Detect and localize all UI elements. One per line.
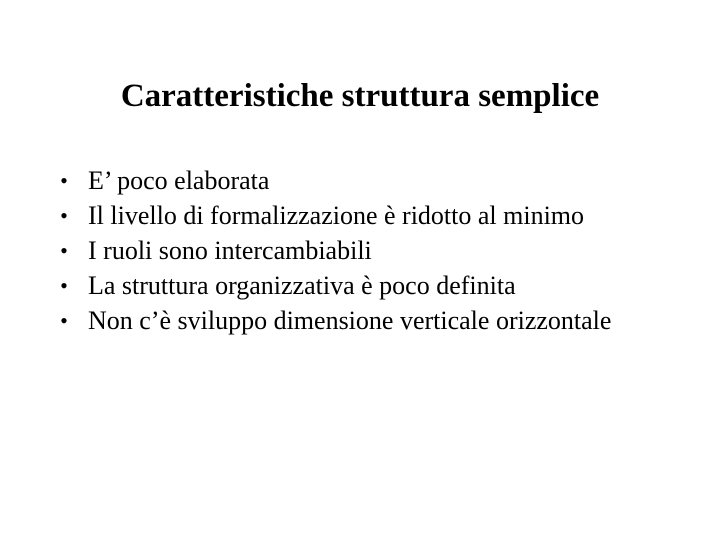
- bullet-text: E’ poco elaborata: [88, 166, 270, 195]
- bullet-icon: •: [60, 238, 68, 263]
- bullet-text: Non c’è sviluppo dimensione verticale orizzontale: [88, 306, 612, 335]
- bullet-text: Il livello di formalizzazione è ridotto al minimo: [88, 201, 585, 230]
- bullet-icon: •: [60, 308, 68, 333]
- bullet-icon: •: [60, 203, 68, 228]
- bullet-item: [54, 234, 654, 268]
- bullet-item: [54, 269, 654, 303]
- bullet-item: [54, 164, 654, 198]
- slide-title: Caratteristiche struttura semplice: [120, 78, 600, 114]
- bullet-item: [54, 304, 654, 338]
- bullet-list: [54, 164, 654, 339]
- bullet-item: [54, 199, 654, 233]
- bullet-text: La struttura organizzativa è poco definita: [88, 271, 516, 300]
- bullet-text: I ruoli sono intercambiabili: [88, 236, 372, 265]
- bullet-icon: •: [60, 273, 68, 298]
- bullet-icon: •: [60, 168, 68, 193]
